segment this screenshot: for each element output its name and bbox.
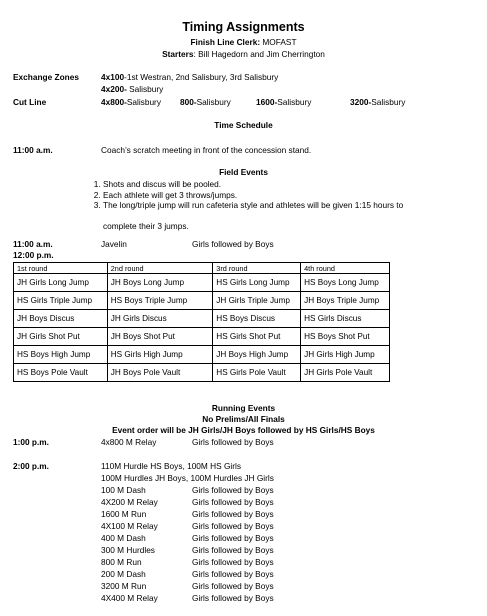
starters — [0, 49, 487, 59]
javelin-event: Javelin — [101, 239, 127, 249]
table-cell: HS Boys Long Jump — [301, 274, 390, 292]
table-cell: JH Girls Triple Jump — [213, 292, 301, 310]
cut-line-label: Cut Line — [13, 97, 47, 107]
table-cell: HS Boys Triple Jump — [107, 292, 213, 310]
relay-order: Girls followed by Boys — [192, 437, 274, 447]
exchange-4x200: 4x200- — [101, 84, 127, 94]
finish-value: MOFAST — [260, 37, 297, 47]
table-header-cell: 4th round — [301, 263, 390, 274]
running-event-name: 800 M Run — [101, 557, 142, 567]
table-header-cell: 2nd round — [107, 263, 213, 274]
table-cell: JH Boys Discus — [14, 310, 108, 328]
exchange-4x100: 4x100 — [101, 72, 125, 82]
table-row — [14, 328, 390, 346]
cut-line-school: Salisbury — [277, 97, 312, 107]
table-header-cell: 3rd round — [213, 263, 301, 274]
starters-label: Starters — [162, 49, 194, 59]
running-event-order: Girls followed by Boys — [192, 509, 274, 519]
running-events-heading: Running Events — [211, 403, 276, 413]
table-cell: JH Girls Pole Vault — [301, 364, 390, 382]
finish-label: Finish Line Clerk: — [190, 37, 261, 47]
coaches-meeting: Coach’s scratch meeting in front of the concession stand. — [101, 145, 312, 155]
cut-line-item — [350, 97, 405, 107]
running-event-name: 300 M Hurdles — [101, 545, 155, 555]
cut-line-school: Salisbury — [371, 97, 406, 107]
table-cell: HS Girls Triple Jump — [14, 292, 108, 310]
table-cell: JH Boys Shot Put — [107, 328, 213, 346]
table-cell: JH Boys Long Jump — [107, 274, 213, 292]
field-notes-list — [86, 179, 403, 211]
running-event-order: Girls followed by Boys — [192, 569, 274, 579]
cut-line-item — [101, 97, 161, 107]
running-event-name: 4X400 M Relay — [101, 593, 158, 603]
field-note: 1. Shots and discus will be pooled. — [103, 179, 403, 190]
exchange-4x100-text: -1st Westran, 2nd Salisbury, 3rd Salisbury — [124, 72, 279, 82]
field-note: 3. The long/triple jump will run cafeteria style and athletes will be given 1:15 hours to — [103, 200, 403, 211]
exchange-line-1 — [101, 72, 278, 82]
running-event-name: 1600 M Run — [101, 509, 147, 519]
table-cell: JH Girls High Jump — [301, 346, 390, 364]
field-rounds-table — [13, 262, 390, 382]
table-cell: JH Boys High Jump — [213, 346, 301, 364]
field-events-heading: Field Events — [219, 167, 268, 177]
table-header-cell: 1st round — [14, 263, 108, 274]
cut-line-event: 1600- — [256, 97, 278, 107]
table-row — [14, 364, 390, 382]
cut-line-school: Salisbury — [196, 97, 231, 107]
table-row — [14, 292, 390, 310]
hurdles-line-2: 100M Hurdles JH Boys, 100M Hurdles JH Girls — [101, 473, 274, 483]
time-schedule-heading: Time Schedule — [214, 120, 273, 130]
schedule-time: 11:00 a.m. — [13, 145, 53, 155]
table-cell: JH Boys Pole Vault — [107, 364, 213, 382]
cut-line-item — [256, 97, 311, 107]
table-cell: HS Boys Discus — [213, 310, 301, 328]
running-event-order: Girls followed by Boys — [192, 545, 274, 555]
running-order-note: Event order will be JH Girls/JH Boys followed by HS Girls/HS Boys — [112, 425, 375, 435]
exchange-4x200-text: Salisbury — [126, 84, 164, 94]
table-cell: HS Girls High Jump — [107, 346, 213, 364]
running-event-name: 4X100 M Relay — [101, 521, 158, 531]
table-cell: HS Girls Discus — [301, 310, 390, 328]
cut-line-event: 800- — [180, 97, 197, 107]
table-cell: HS Girls Shot Put — [213, 328, 301, 346]
field-time-b: 12:00 p.m. — [13, 250, 54, 260]
cut-line-item — [180, 97, 231, 107]
running-event-order: Girls followed by Boys — [192, 581, 274, 591]
field-note-continued: complete their 3 jumps. — [103, 221, 189, 231]
field-note: 2. Each athlete will get 3 throws/jumps. — [103, 190, 403, 201]
running-subheading: No Prelims/All Finals — [202, 414, 285, 424]
table-cell: JH Girls Shot Put — [14, 328, 108, 346]
relay-event: 4x800 M Relay — [101, 437, 157, 447]
running-event-name: 3200 M Run — [101, 581, 147, 591]
table-cell: HS Boys Pole Vault — [14, 364, 108, 382]
running-event-name: 200 M Dash — [101, 569, 146, 579]
running-event-order: Girls followed by Boys — [192, 533, 274, 543]
exchange-line-2 — [101, 84, 163, 94]
cut-line-school: Salisbury — [126, 97, 161, 107]
cut-line-event: 4x800- — [101, 97, 127, 107]
running-event-name: 4X200 M Relay — [101, 497, 158, 507]
running-event-order: Girls followed by Boys — [192, 521, 274, 531]
cut-line-event: 3200- — [350, 97, 372, 107]
running-event-order: Girls followed by Boys — [192, 593, 274, 603]
table-cell: HS Girls Pole Vault — [213, 364, 301, 382]
field-time-a: 11:00 a.m. — [13, 239, 53, 249]
table-cell: HS Boys Shot Put — [301, 328, 390, 346]
table-cell: JH Girls Discus — [107, 310, 213, 328]
table-cell: HS Girls Long Jump — [213, 274, 301, 292]
table-header-row — [14, 263, 390, 274]
hurdles-line-1: 110M Hurdle HS Boys, 100M HS Girls — [101, 461, 242, 471]
table-row — [14, 274, 390, 292]
running-event-order: Girls followed by Boys — [192, 557, 274, 567]
running-time-1: 1:00 p.m. — [13, 437, 49, 447]
javelin-order: Girls followed by Boys — [192, 239, 274, 249]
running-time-2: 2:00 p.m. — [13, 461, 49, 471]
starters-value: : Bill Hagedorn and Jim Cherrington — [193, 49, 325, 59]
table-row — [14, 346, 390, 364]
table-cell: HS Boys High Jump — [14, 346, 108, 364]
page-title: Timing Assignments — [182, 20, 305, 34]
running-event-name: 100 M Dash — [101, 485, 146, 495]
exchange-zones-label: Exchange Zones — [13, 72, 79, 82]
finish-line-clerk — [0, 37, 487, 47]
table-row — [14, 310, 390, 328]
table-cell: JH Boys Triple Jump — [301, 292, 390, 310]
running-event-order: Girls followed by Boys — [192, 485, 274, 495]
running-event-name: 400 M Dash — [101, 533, 146, 543]
table-cell: JH Girls Long Jump — [14, 274, 108, 292]
running-event-order: Girls followed by Boys — [192, 497, 274, 507]
